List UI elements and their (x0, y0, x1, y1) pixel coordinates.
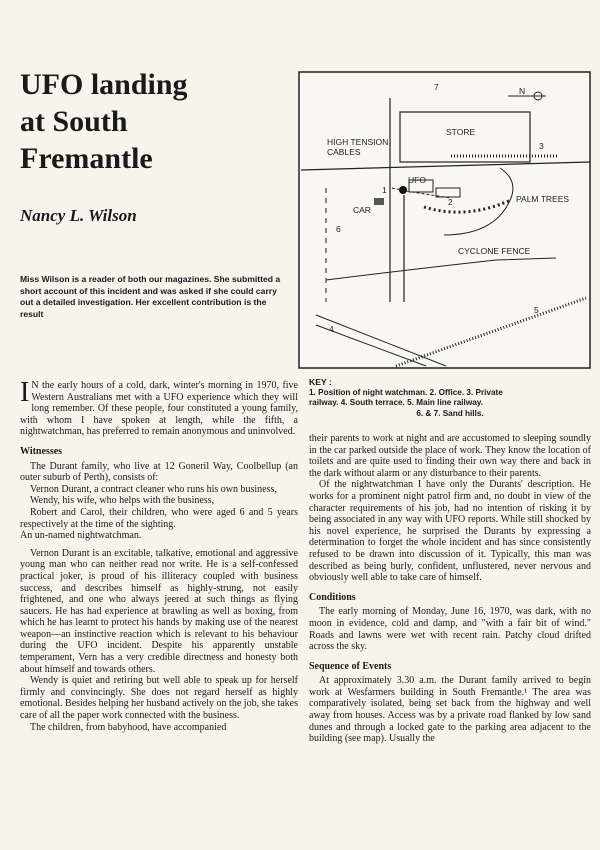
marker-1: 1 (382, 185, 387, 195)
key-line: railway. 4. South terrace. 5. Main line railway. (309, 398, 483, 407)
paragraph: Of the nightwatchman I have only the Durants' description. He works for a prominent night patrol firm and, no doubt in view of the character requirements of his job, had no intention of risking it by being associated in any way with UFO reports. While still shocked by his novel experience, he surprised the Durants by expressing a determination to forget the whole incident and has since consistently refused to be drawn into discussion of it. Typically, this man was described as being burly, confident, unflustered, never nervous and obviously well able to take care of himself. (309, 479, 591, 584)
key-line: 1. Position of night watchman. 2. Office. 3. Private (309, 387, 503, 397)
list-item: Vernon Durant, a contract cleaner who runs his own business, (30, 483, 277, 495)
heading-conditions: Conditions (309, 591, 356, 603)
site-map (296, 70, 592, 370)
paragraph: The children, from babyhood, have accompanied (30, 721, 227, 733)
cables-label: HIGH TENSION (327, 137, 389, 147)
ufo-label: UFO (408, 175, 426, 185)
paragraph: The Durant family, who live at 12 Goneril Way, Coolbellup (an outer suburb of Perth), consists of: (20, 460, 298, 484)
store-label: STORE (446, 127, 476, 137)
key-title: KEY : (309, 377, 332, 387)
drop-cap: I (20, 377, 30, 408)
car (374, 198, 384, 205)
paragraph: their parents to work at night and are accustomed to sleeping soundly in the car parked outside the place of work. They know the location of toilets and are quite used to finding their own way there and back in the dark without alarm or any disturbance to their parents. (309, 433, 591, 479)
author-byline: Nancy L. Wilson (20, 206, 137, 225)
paragraph: Wendy is quiet and retiring but well able to speak up for herself firmly and convincingly. She does not regard herself as highly emotional. Besides helping her husband actively on the job, she takes care of all the paper work connected with the business. (20, 675, 298, 722)
paragraph: At approximately 3.30 a.m. the Durant family arrived to begin work at Wesfarmers building in South Fremantle.¹ The area was comparatively isolated, being set back from the highway and well away from houses. Access was by a private road flanked by low sand dunes and through a locked gate to the parking area adjacent to the building (see map). Usually the (309, 675, 591, 745)
list-item: Wendy, his wife, who helps with the business, (30, 495, 215, 507)
marker-6: 6 (336, 224, 341, 234)
list-item: An un-named nightwatchman. (20, 530, 142, 542)
title-line: UFO landing (20, 68, 188, 101)
article-title (20, 66, 275, 177)
map-key (309, 377, 591, 419)
paragraph: I N the early hours of a cold, dark, winter's morning in 1970, five Western Australians met with a UFO experience which they will long remember. Of these people, four constituted a young family, with whom I have spoken at length, while the fifth, a nightwatchman, has preferred to remain anonymous and uninvolved. (20, 377, 298, 438)
intro-blurb: Miss Wilson is a reader of both our magazines. She submitted a short account of this incident and was asked if she could carry out a detailed investigation. Her excellent contribution is the result (20, 274, 281, 319)
paragraph: Vernon Durant is an excitable, talkative, emotional and aggressive young man who can neither read nor write. He is a self-confessed practical joker, is proud of his illiteracy coupled with business success, and describes himself as highly-strung, not easily frightened, and one who always jeered at such things as flying saucers. He has had experience at brawling as well as boxing, from which he has learnt to protect his hands by making use of the nearest weapon—an instinctive reaction which is relevant to his behaviour during the UFO incident. Despite his apparently unstable temperament, Vern has a very credible directness and honesty both about himself and towards others. (20, 547, 298, 675)
palm-trees-label: PALM TREES (516, 194, 570, 204)
marker-3: 3 (539, 141, 544, 151)
cables-label-2: CABLES (327, 147, 361, 157)
marker-5: 5 (534, 305, 539, 315)
title-line: at South (20, 105, 128, 138)
car-label: CAR (353, 205, 371, 215)
marker-4: 4 (329, 324, 334, 334)
heading-sequence: Sequence of Events (309, 660, 392, 672)
right-column (309, 433, 591, 745)
title-line: Fremantle (20, 142, 153, 175)
marker-2: 2 (448, 197, 453, 207)
list-item: Robert and Carol, their children, who were aged 6 and 5 years respectively at the time of the sighting. (20, 506, 298, 530)
cyclone-fence-label: CYCLONE FENCE (458, 246, 531, 256)
marker-7: 7 (434, 82, 439, 92)
paragraph: The early morning of Monday, June 16, 1970, was dark, with no moon in evidence, cold and damp, and "with a fair bit of wind." Roads and lawns were wet with recent rain. Patchy cloud drifted across the sky. (309, 606, 591, 653)
left-column (20, 377, 298, 733)
north-label: N (519, 86, 526, 96)
heading-witnesses: Witnesses (20, 445, 63, 457)
key-line: 6. & 7. Sand hills. (416, 408, 484, 418)
